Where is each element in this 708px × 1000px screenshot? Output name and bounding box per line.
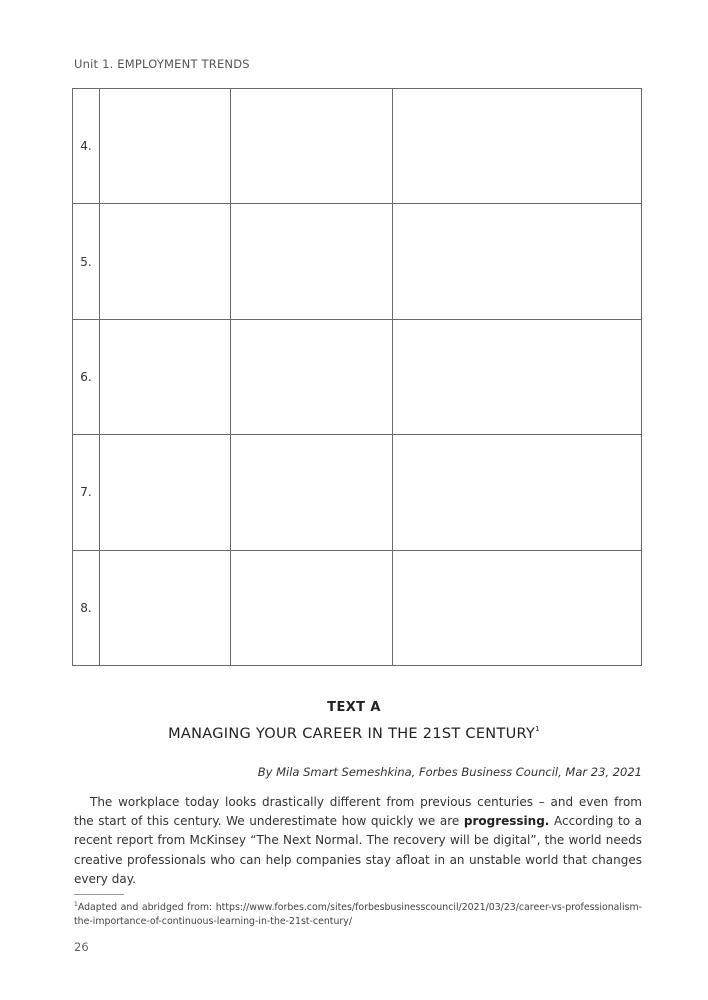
table-row bbox=[73, 204, 642, 319]
answer-cell[interactable] bbox=[100, 550, 231, 665]
article-title bbox=[0, 726, 708, 742]
answer-cell[interactable] bbox=[393, 89, 642, 204]
answer-cell[interactable] bbox=[393, 319, 642, 434]
row-number: 7. bbox=[73, 435, 100, 550]
body-text-end: According to a recent report from McKinsey “The Next Normal. The recovery will be digital”, the world needs creative professionals who can help companies stay afloat in an unstable world that changes every day. bbox=[74, 814, 643, 886]
answer-cell[interactable] bbox=[231, 435, 393, 550]
answer-cell[interactable] bbox=[231, 550, 393, 665]
table-row bbox=[73, 550, 642, 665]
key-word-progressing: progressing. bbox=[463, 814, 550, 829]
byline: By Mila Smart Semeshkina, Forbes Business Council, Mar 23, 2021 bbox=[257, 765, 642, 779]
running-head: Unit 1. EMPLOYMENT TRENDS bbox=[74, 57, 250, 71]
row-number: 6. bbox=[73, 319, 100, 434]
table-row bbox=[73, 435, 642, 550]
answer-cell[interactable] bbox=[100, 319, 231, 434]
body-text-start: The workplace today looks drastically different from previous centuries – and even from the start of this century. We underestimate how quickly we are bbox=[74, 795, 642, 829]
footnote bbox=[74, 898, 642, 929]
answer-cell[interactable] bbox=[231, 319, 393, 434]
answer-cell[interactable] bbox=[231, 89, 393, 204]
page-number: 26 bbox=[74, 940, 89, 954]
footnote-mark: 1 bbox=[74, 901, 78, 908]
answer-cell[interactable] bbox=[393, 550, 642, 665]
answer-cell[interactable] bbox=[393, 435, 642, 550]
answer-cell[interactable] bbox=[100, 204, 231, 319]
article-title-text: MANAGING YOUR CAREER IN THE 21ST CENTURY bbox=[168, 726, 536, 742]
footnote-divider bbox=[74, 894, 124, 895]
body-paragraph bbox=[74, 793, 642, 889]
answer-cell[interactable] bbox=[100, 435, 231, 550]
answer-cell[interactable] bbox=[231, 204, 393, 319]
worksheet-table bbox=[72, 88, 642, 666]
answer-cell[interactable] bbox=[393, 204, 642, 319]
row-number: 5. bbox=[73, 204, 100, 319]
table-row bbox=[73, 89, 642, 204]
table-row bbox=[73, 319, 642, 434]
row-number: 4. bbox=[73, 89, 100, 204]
row-number: 8. bbox=[73, 550, 100, 665]
footnote-source-text[interactable]: Adapted and abridged from: https://www.forbes.com/sites/forbesbusinesscouncil/2021/03/23/career-vs-professionalism-the-importance-of-continuous-learning-in-the-21st-century/ bbox=[74, 902, 642, 928]
footnote-reference[interactable]: 1 bbox=[535, 725, 540, 733]
answer-cell[interactable] bbox=[100, 89, 231, 204]
section-label: TEXT A bbox=[327, 700, 381, 715]
